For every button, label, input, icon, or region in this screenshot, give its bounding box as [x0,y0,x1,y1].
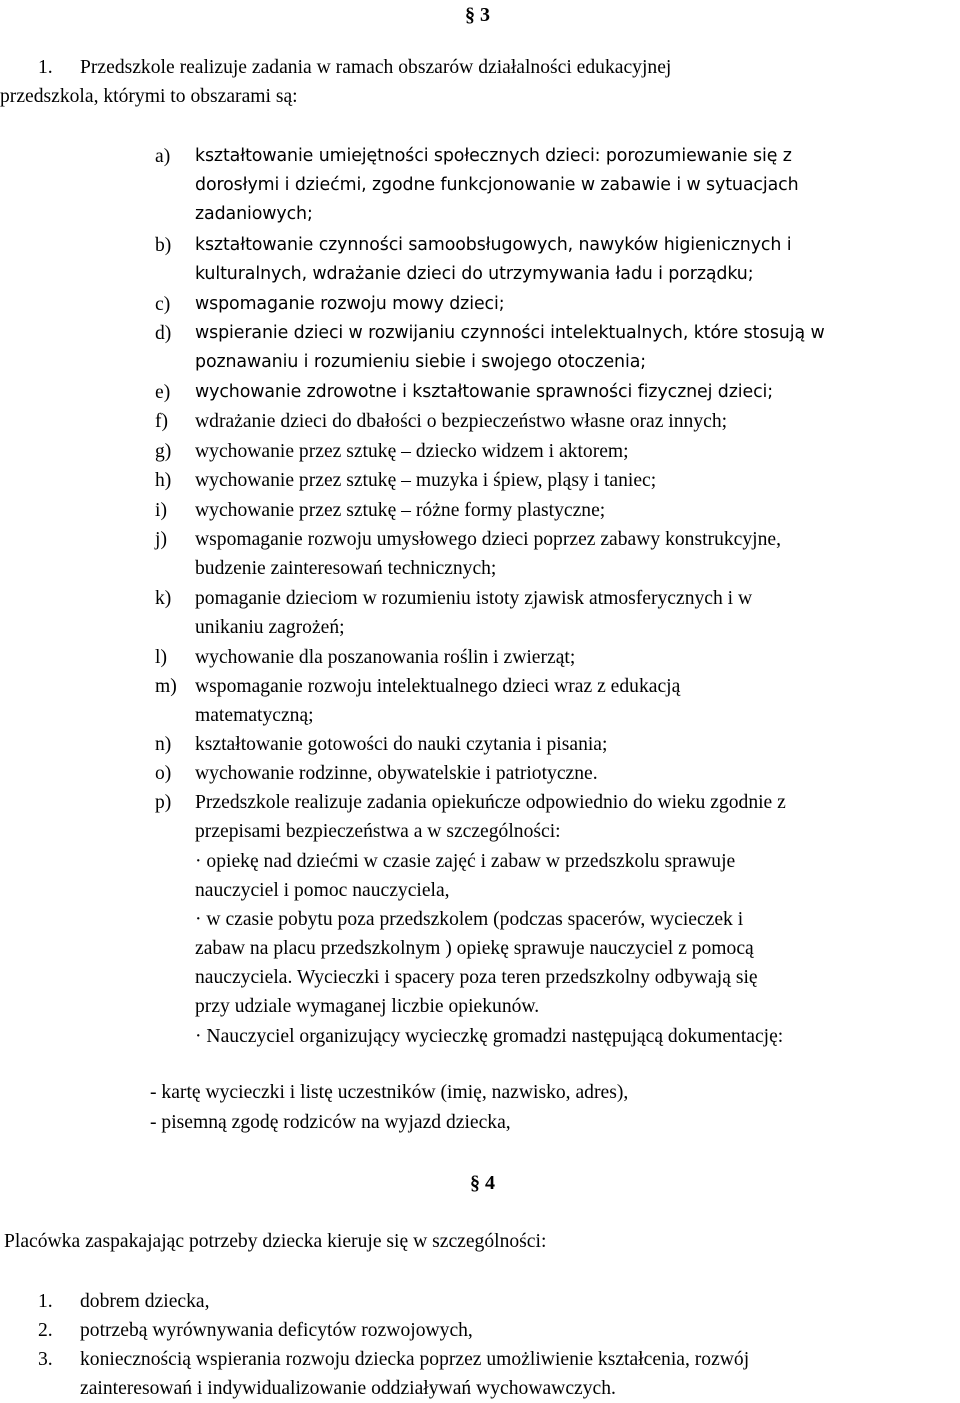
item-text-line: dobrem dziecka, [80,1291,210,1312]
list-item-text-line: Przedszkole realizuje zadania opiekuńcze odpowiednio do wieku zgodnie z [195,792,786,813]
list-item-text-line: kulturalnych, wdrażanie dzieci do utrzymywania ładu i porządku; [195,264,754,284]
list-item-label: e) [155,382,171,403]
list-item-text-line: wychowanie dla poszanowania roślin i zwierząt; [195,647,576,668]
list-item-label: n) [155,734,172,755]
item-number: 2. [38,1320,53,1341]
list-item-label: p) [155,792,172,813]
list-item-text-line: nauczyciela. Wycieczki i spacery poza teren przedszkolny odbywają się [195,967,758,988]
list-item-text-line: poznawaniu i rozumieniu siebie i swojego otoczenia; [195,352,647,372]
list-item-text-line: wychowanie rodzinne, obywatelskie i patriotyczne. [195,763,598,784]
list-item-text-line: kształtowanie czynności samoobsługowych, nawyków higienicznych i [195,235,792,255]
list-item-label: f) [155,411,169,432]
list-item-text-line: wychowanie przez sztukę – muzyka i śpiew, pląsy i taniec; [195,470,657,491]
list-item-text-line: kształtowanie gotowości do nauki czytania i pisania; [195,734,608,755]
section-heading-4: § 4 [470,1172,495,1194]
list-item-text-line: wychowanie przez sztukę – różne formy plastyczne; [195,500,606,521]
list-item-label: c) [155,294,171,315]
list-item-label: i) [155,500,167,521]
list-item-text-line: przy udziale wymaganej liczbie opiekunów. [195,996,540,1017]
list-item-text-line: przepisami bezpieczeństwa a w szczególności: [195,821,561,842]
list-item-text-line: wychowanie przez sztukę – dziecko widzem i aktorem; [195,441,629,462]
list-item-text-line: unikaniu zagrożeń; [195,617,345,638]
list-item-label: o) [155,763,172,784]
list-item-text-line: zadaniowych; [195,204,313,224]
item-text-line: koniecznością wspierania rozwoju dziecka poprzez umożliwienie kształcenia, rozwój [80,1349,750,1370]
item-text-line: przedszkola, którymi to obszarami są: [0,86,298,107]
list-item-text-line: budzenie zainteresowań technicznych; [195,558,497,579]
list-item-text-line: wspomaganie rozwoju intelektualnego dzieci wraz z edukacją [195,676,681,697]
list-item-text-line: dorosłymi i dziećmi, zgodne funkcjonowanie w zabawie i w sytuacjach [195,175,799,195]
list-item-text-line: wdrażanie dzieci do dbałości o bezpieczeństwo własne oraz innych; [195,411,728,432]
list-item-text-line: wspieranie dzieci w rozwijaniu czynności intelektualnych, które stosują w [195,323,825,343]
list-item-label: m) [155,676,177,697]
list-item-label: a) [155,146,171,167]
list-item-label: j) [155,529,167,550]
item-number: 1. [38,1291,53,1312]
item-text-line: zainteresowań i indywidualizowanie oddziaływań wychowawczych. [80,1378,616,1399]
list-item-text-line: zabaw na placu przedszkolnym ) opiekę sprawuje nauczyciel z pomocą [195,938,754,959]
section-intro: Placówka zaspakajając potrzeby dziecka kieruje się w szczególności: [4,1231,547,1252]
list-item-label: g) [155,441,172,462]
list-item-text-line: · opiekę nad dziećmi w czasie zajęć i zabaw w przedszkolu sprawuje [195,851,736,872]
list-item-text-line: · w czasie pobytu poza przedszkolem (podczas spacerów, wycieczek i [195,909,744,930]
list-item-text-line: kształtowanie umiejętności społecznych dzieci: porozumiewanie się z [195,146,792,166]
list-item-text-line: nauczyciel i pomoc nauczyciela, [195,880,450,901]
list-item-text-line: · Nauczyciel organizujący wycieczkę gromadzi następującą dokumentację: [195,1026,784,1047]
list-item-label: k) [155,588,172,609]
list-item-label: h) [155,470,172,491]
item-text-line: Przedszkole realizuje zadania w ramach obszarów działalności edukacyjnej [80,57,672,78]
documentation-item: - pisemną zgodę rodziców na wyjazd dziecka, [150,1112,511,1133]
list-item-text-line: pomaganie dzieciom w rozumieniu istoty zjawisk atmosferycznych i w [195,588,753,609]
section-heading-3: § 3 [465,4,490,26]
list-item-text-line: wspomaganie rozwoju mowy dzieci; [195,294,505,314]
item-number: 1. [38,57,53,78]
list-item-label: b) [155,235,172,256]
list-item-label: d) [155,323,172,344]
documentation-item: - kartę wycieczki i listę uczestników (imię, nazwisko, adres), [150,1082,629,1103]
list-item-text-line: wychowanie zdrowotne i kształtowanie sprawności fizycznej dzieci; [195,382,774,402]
list-item-text-line: wspomaganie rozwoju umysłowego dzieci poprzez zabawy konstrukcyjne, [195,529,781,550]
list-item-text-line: matematyczną; [195,705,314,726]
list-item-label: l) [155,647,167,668]
item-number: 3. [38,1349,53,1370]
item-text-line: potrzebą wyrównywania deficytów rozwojowych, [80,1320,473,1341]
